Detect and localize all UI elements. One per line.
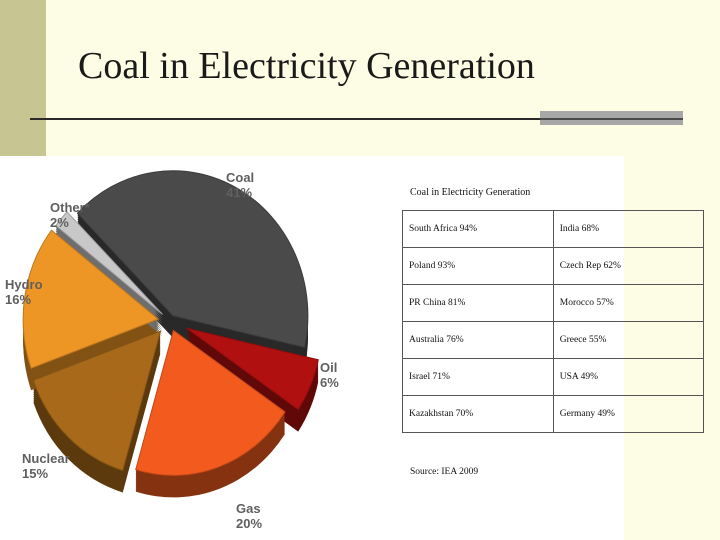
table-row xyxy=(403,359,704,396)
slide-title: Coal in Electricity Generation xyxy=(78,45,535,87)
table-cell: Kazakhstan 70% xyxy=(403,396,554,433)
table-row xyxy=(403,248,704,285)
table-cell: India 68% xyxy=(553,211,703,248)
pie-label-gas-pct: 20% xyxy=(236,516,263,531)
table-cell: Greece 55% xyxy=(553,322,703,359)
table-cell: Czech Rep 62% xyxy=(553,248,703,285)
pie-label-oil xyxy=(320,360,339,390)
table-cell: South Africa 94% xyxy=(403,211,554,248)
table-cell: Australia 76% xyxy=(403,322,554,359)
table-row xyxy=(403,396,704,433)
pie-label-hydro xyxy=(5,277,43,307)
pie-label-hydro-pct: 16% xyxy=(5,292,32,307)
title-accent-bar xyxy=(540,111,683,125)
pie-label-nuclear-name: Nuclear xyxy=(22,451,70,466)
source-note: Source: IEA 2009 xyxy=(410,467,479,477)
table-cell: Poland 93% xyxy=(403,248,554,285)
table-cell: USA 49% xyxy=(553,359,703,396)
table-cell: Germany 49% xyxy=(553,396,703,433)
pie-label-nuclear xyxy=(22,451,70,481)
pie-label-other-name: Other* xyxy=(50,200,90,215)
pie-label-oil-pct: 6% xyxy=(320,375,339,390)
pie-label-other xyxy=(50,200,90,230)
table-cell: Israel 71% xyxy=(403,359,554,396)
pie-label-coal-pct: 41% xyxy=(226,185,253,200)
table-caption: Coal in Electricity Generation xyxy=(410,187,531,198)
pie-label-coal xyxy=(226,170,254,200)
table-cell: PR China 81% xyxy=(403,285,554,322)
pie-label-oil-name: Oil xyxy=(320,360,338,375)
table-row xyxy=(403,322,704,359)
pie-label-hydro-name: Hydro xyxy=(5,277,43,292)
pie-label-gas xyxy=(236,501,262,531)
table-row xyxy=(403,211,704,248)
table-row xyxy=(403,285,704,322)
title-underline xyxy=(30,118,540,120)
pie-label-gas-name: Gas xyxy=(236,501,261,516)
coal-share-table xyxy=(402,210,704,433)
decorative-side-bar xyxy=(0,0,46,156)
pie-label-nuclear-pct: 15% xyxy=(22,466,49,481)
pie-label-other-pct: 2% xyxy=(50,215,69,230)
table-cell: Morocco 57% xyxy=(553,285,703,322)
pie-label-coal-name: Coal xyxy=(226,170,255,185)
